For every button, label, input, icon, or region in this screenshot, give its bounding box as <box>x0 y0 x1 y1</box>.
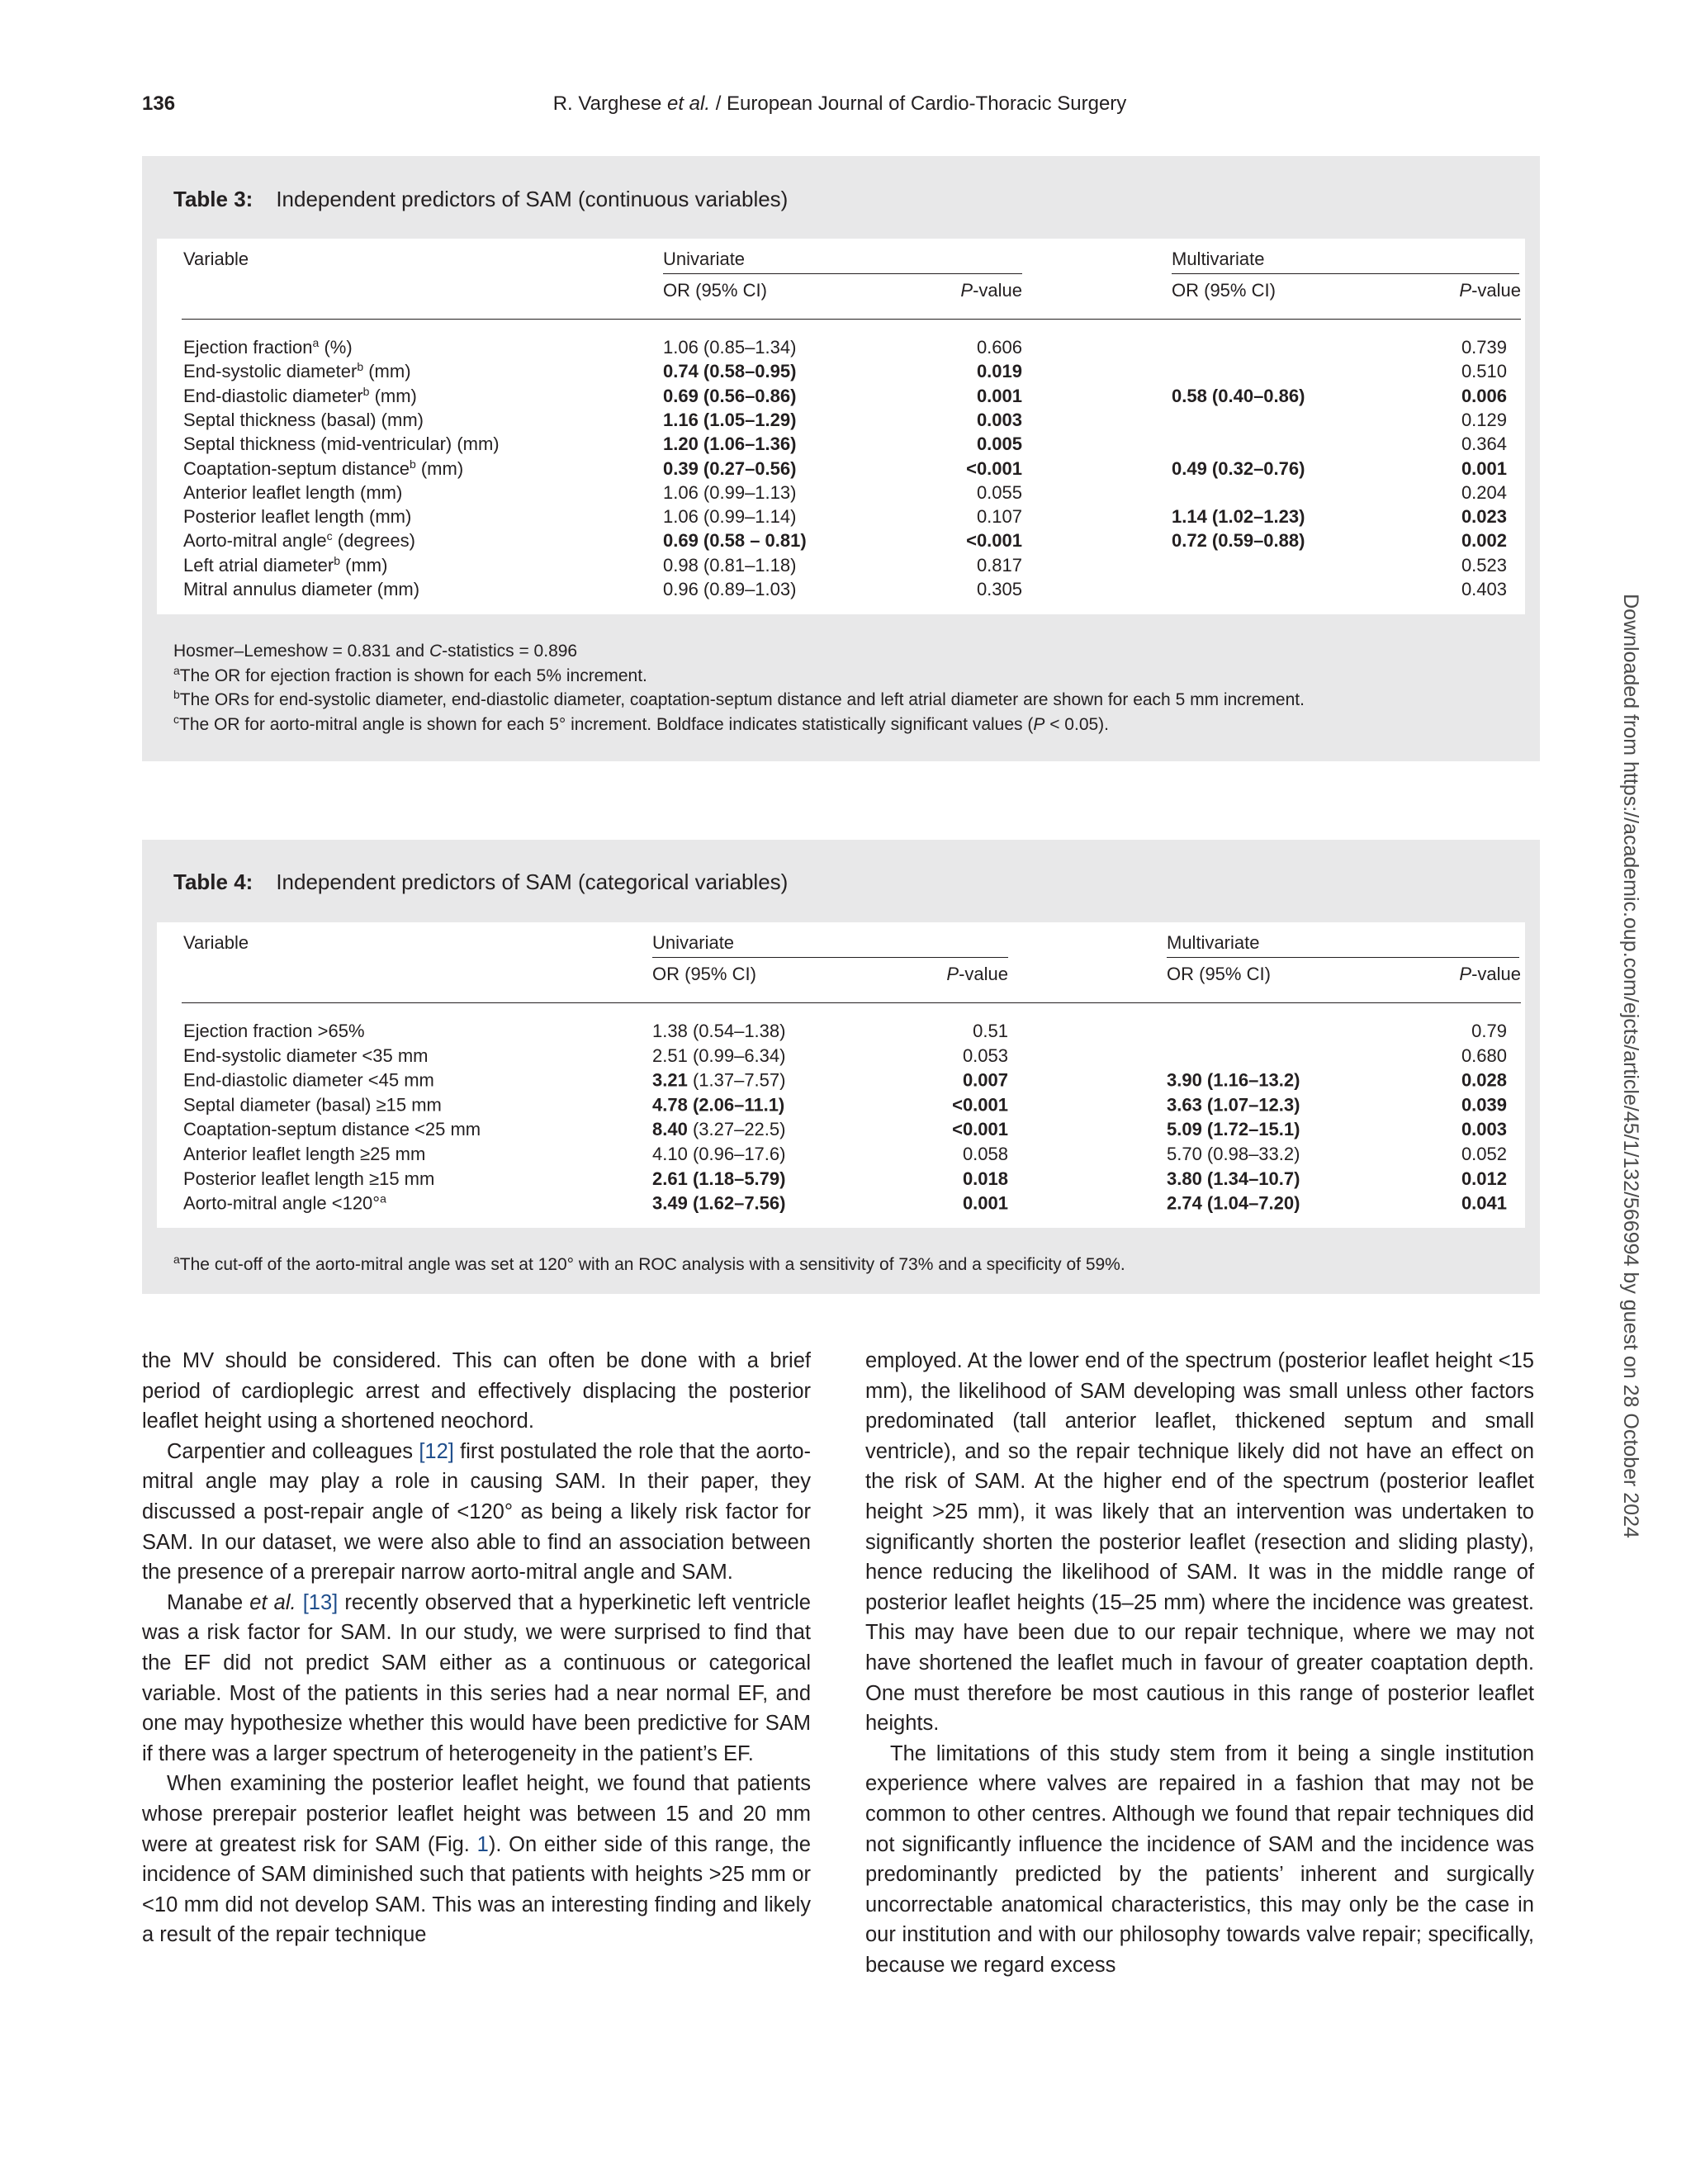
univariate-p: 0.018 <box>962 1168 1008 1189</box>
table-4-header-multivariate: Multivariate <box>1167 932 1260 953</box>
univariate-or: 1.16 (1.05–1.29) <box>663 409 797 430</box>
univariate-or <box>652 1092 784 1117</box>
variable-cell <box>183 1142 425 1167</box>
page-number: 136 <box>142 92 176 115</box>
table-row <box>157 528 1525 553</box>
table-4-header-multi-or: OR (95% CI) <box>1167 964 1271 984</box>
running-head <box>142 92 1537 126</box>
table-4-multivariate-rule <box>1167 957 1519 958</box>
variable-name: Anterior leaflet length ≥25 mm <box>183 1144 426 1164</box>
body-column-left <box>142 1346 811 1950</box>
table-3-header-uni-or: OR (95% CI) <box>663 280 767 301</box>
journal-name: / European Journal of Cardio-Thoracic Surgery <box>710 92 1127 115</box>
univariate-or-ci: (0.96–17.6) <box>687 1144 786 1164</box>
variable-name: Mitral annulus diameter (mm) <box>183 579 420 599</box>
table-3-header-univariate: Univariate <box>663 249 746 269</box>
table-3-multivariate-rule <box>1172 273 1519 274</box>
table-3-note-statistics: Hosmer–Lemeshow = 0.831 and C-statistics = 0.896 <box>173 642 578 661</box>
univariate-p: 0.053 <box>962 1045 1008 1066</box>
variable-cell <box>183 1068 434 1093</box>
table-4-label: Table 4: <box>173 869 253 894</box>
variable-name: Posterior leaflet length ≥15 mm <box>183 1168 435 1189</box>
table-4-footnotes <box>173 1253 1125 1277</box>
univariate-or <box>652 1117 785 1142</box>
univariate-or <box>652 1142 785 1167</box>
variable-name: Anterior leaflet length (mm) <box>183 481 403 503</box>
univariate-or: 0.69 (0.58 – 0.81) <box>663 530 807 552</box>
univariate-p: 0.817 <box>976 554 1022 576</box>
table-row <box>157 481 1525 505</box>
multivariate-or: 1.14 (1.02–1.23) <box>1172 506 1305 528</box>
univariate-or: 1.06 (0.99–1.13) <box>663 481 797 503</box>
multivariate-p: 0.79 <box>1471 1021 1507 1041</box>
table-row <box>157 335 1525 360</box>
multivariate-or: 0.58 (0.40–0.86) <box>1172 385 1305 406</box>
table-4-header-univariate: Univariate <box>652 932 735 953</box>
univariate-or: 1.20 (1.06–1.36) <box>663 433 797 455</box>
journal-citation <box>142 92 1537 116</box>
multivariate-or: 0.72 (0.59–0.88) <box>1172 530 1305 552</box>
univariate-p: 0.606 <box>976 337 1022 358</box>
table-3-caption <box>173 187 788 212</box>
figure-link[interactable]: 1 <box>476 1832 489 1856</box>
variable-cell <box>183 1092 442 1117</box>
table-3-note-b: $^b$The ORs for end-systolic diameter, end-diastolic diameter, coaptation-septum distance and left atrial diameter are shown for each 5 mm increment. <box>173 688 1305 709</box>
univariate-p: <0.001 <box>966 457 1022 479</box>
multivariate-p: 0.739 <box>1461 337 1507 358</box>
table-4-note-a: $^a$The cut-off of the aorto-mitral angle was set at 120° with an ROC analysis with a sensitivity of 73% and a specificity of 59%. <box>173 1253 1125 1274</box>
univariate-or-value: 3.21 <box>652 1069 688 1091</box>
multivariate-p: 0.028 <box>1461 1069 1507 1091</box>
table-row <box>157 553 1525 578</box>
univariate-or-ci: (3.27–22.5) <box>687 1119 786 1140</box>
multivariate-or: 0.49 (0.32–0.76) <box>1172 457 1305 479</box>
table-3-univariate-rule <box>663 273 1022 274</box>
variable-cell <box>183 457 463 481</box>
multivariate-p: 0.403 <box>1461 579 1507 599</box>
univariate-p: 0.055 <box>976 481 1022 503</box>
footnote-marker: c <box>326 529 333 543</box>
multivariate-p: 0.523 <box>1461 554 1507 576</box>
variable-cell <box>183 384 417 409</box>
univariate-or-value: 2.51 <box>652 1045 688 1066</box>
table-row <box>157 1191 1525 1216</box>
multivariate-p: 0.001 <box>1461 457 1507 479</box>
univariate-or <box>652 1044 785 1068</box>
variable-cell <box>183 553 387 578</box>
paragraph: Carpentier and colleagues [12] first postulated the role that the aorto-mitral angle may play a role in causing SAM. In their paper, they discussed a post-repair angle of <120° as being a likely risk factor for SAM. In our dataset, we were also able to find an association between the presence of a prerepair narrow aorto-mitral angle and SAM. <box>142 1439 811 1585</box>
body-column-right <box>865 1346 1534 1980</box>
multivariate-p: 0.052 <box>1461 1144 1507 1164</box>
univariate-p: 0.51 <box>973 1021 1008 1041</box>
univariate-p: <0.001 <box>952 1119 1008 1140</box>
footnote-marker: a <box>312 336 320 349</box>
univariate-or <box>652 1167 785 1191</box>
variable-cell <box>183 1167 434 1191</box>
table-row <box>157 1117 1525 1142</box>
table-4 <box>142 840 1540 1294</box>
table-4-body <box>157 922 1525 1228</box>
table-3-header-multi-or: OR (95% CI) <box>1172 280 1276 301</box>
multivariate-or: 3.63 (1.07–12.3) <box>1167 1094 1300 1116</box>
multivariate-p: 0.129 <box>1461 409 1507 430</box>
variable-cell <box>183 408 424 433</box>
table-row <box>157 1092 1525 1117</box>
univariate-p: <0.001 <box>952 1094 1008 1116</box>
table-4-header-multi-p: P-value <box>1459 964 1521 984</box>
variable-cell <box>183 359 411 384</box>
table-3-header-multivariate: Multivariate <box>1172 249 1265 269</box>
univariate-p: <0.001 <box>966 530 1022 552</box>
variable-name: End-systolic diameter <35 mm <box>183 1045 429 1066</box>
table-4-header-rule <box>182 1002 1521 1003</box>
variable-cell <box>183 1019 365 1044</box>
univariate-or <box>652 1191 785 1216</box>
paragraph: the MV should be considered. This can often be done with a brief period of cardioplegic arrest and effectively displacing the posterior leaflet height using a shortened neochord. <box>142 1349 811 1433</box>
univariate-or-ci: (1.18–5.79) <box>687 1168 786 1189</box>
variable-unit: (mm) <box>369 385 417 406</box>
table-4-univariate-rule <box>652 957 1008 958</box>
table-row <box>157 1068 1525 1093</box>
variable-cell <box>183 505 411 529</box>
univariate-or-value: 3.49 <box>652 1192 688 1214</box>
univariate-p: 0.305 <box>976 579 1022 599</box>
table-3-note-a: $^a$The OR for ejection fraction is shown for each 5% increment. <box>173 663 647 685</box>
multivariate-p: 0.680 <box>1461 1045 1507 1066</box>
table-row <box>157 577 1525 602</box>
multivariate-or: 3.90 (1.16–13.2) <box>1167 1069 1300 1091</box>
univariate-or-value: 4.78 <box>652 1094 688 1116</box>
variable-name: Aorto-mitral angle <box>183 530 327 552</box>
table-3-header-multi-p: P-value <box>1459 280 1521 301</box>
variable-cell <box>183 577 419 602</box>
univariate-p: 0.058 <box>962 1144 1008 1164</box>
table-row <box>157 457 1525 481</box>
table-3-header-variable: Variable <box>183 249 249 269</box>
table-3-header-uni-p: P-value <box>960 280 1022 301</box>
journal-et-al: et al. <box>667 92 711 115</box>
multivariate-p: 0.012 <box>1461 1168 1507 1189</box>
variable-unit: (mm) <box>340 554 388 576</box>
table-3 <box>142 156 1540 761</box>
variable-name: Coaptation-septum distance <box>183 457 410 479</box>
footnote-marker: b <box>357 360 364 374</box>
univariate-or-ci: (0.99–6.34) <box>687 1045 786 1066</box>
table-3-note-c: $^c$The OR for aorto-mitral angle is shown for each 5° increment. Boldface indicates statistically significant values (P < 0.05). <box>173 712 1110 734</box>
table-row <box>157 505 1525 529</box>
variable-unit: (degrees) <box>332 530 415 552</box>
univariate-or <box>652 1019 785 1044</box>
footnote-marker: a <box>380 1191 386 1206</box>
variable-name: Septal thickness (basal) (mm) <box>183 409 424 430</box>
multivariate-or: 3.80 (1.34–10.7) <box>1167 1168 1300 1189</box>
table-4-title: Independent predictors of SAM (categorical variables) <box>276 869 789 894</box>
reference-link[interactable]: [13] <box>302 1590 339 1614</box>
paragraph: When examining the posterior leaflet height, we found that patients whose prerepair posterior leaflet height was between 15 and 20 mm were at greatest risk for SAM (Fig. 1). On either side of this range, the incidence of SAM diminished such that patients with heights >25 mm or <10 mm did not develop SAM. This was an interesting finding and likely a result of the repair technique <box>142 1772 811 1947</box>
univariate-or-value: 1.38 <box>652 1021 688 1041</box>
footnote-marker: b <box>334 553 340 567</box>
table-row <box>157 432 1525 457</box>
univariate-or: 0.96 (0.89–1.03) <box>663 579 797 599</box>
univariate-or-ci: (0.54–1.38) <box>687 1021 786 1041</box>
variable-cell <box>183 1191 386 1216</box>
multivariate-p: 0.510 <box>1461 361 1507 382</box>
univariate-p: 0.001 <box>962 1192 1008 1214</box>
multivariate-p: 0.002 <box>1461 530 1507 552</box>
multivariate-p: 0.039 <box>1461 1094 1507 1116</box>
table-3-title: Independent predictors of SAM (continuous variables) <box>276 187 789 211</box>
multivariate-or: 5.70 (0.98–33.2) <box>1167 1144 1300 1164</box>
multivariate-or: 2.74 (1.04–7.20) <box>1167 1192 1300 1214</box>
univariate-p: 0.001 <box>976 385 1022 406</box>
variable-cell <box>183 1117 481 1142</box>
multivariate-p: 0.006 <box>1461 385 1507 406</box>
univariate-or <box>652 1068 785 1093</box>
table-row <box>157 408 1525 433</box>
univariate-or: 0.74 (0.58–0.95) <box>663 361 797 382</box>
footnote-marker: b <box>362 384 370 398</box>
univariate-or: 0.69 (0.56–0.86) <box>663 385 797 406</box>
table-4-header-uni-p: P-value <box>946 964 1008 984</box>
univariate-p: 0.003 <box>976 409 1022 430</box>
univariate-or-value: 8.40 <box>652 1119 688 1140</box>
reference-link[interactable]: [12] <box>419 1439 454 1463</box>
variable-unit: (mm) <box>415 457 464 479</box>
table-row <box>157 359 1525 384</box>
download-note: Downloaded from https://academic.oup.com/ejcts/article/45/1/132/566994 by guest on 28 October 2024 <box>1619 594 1642 1538</box>
univariate-or: 0.39 (0.27–0.56) <box>663 457 797 479</box>
table-row <box>157 1019 1525 1044</box>
univariate-p: 0.107 <box>976 506 1022 528</box>
multivariate-or: 5.09 (1.72–15.1) <box>1167 1119 1300 1140</box>
variable-name: Aorto-mitral angle <120° <box>183 1192 381 1214</box>
variable-name: End-systolic diameter <box>183 361 358 382</box>
variable-cell <box>183 528 415 553</box>
variable-name: End-diastolic diameter <box>183 385 363 406</box>
univariate-or-ci: (2.06–11.1) <box>687 1094 785 1116</box>
table-3-label: Table 3: <box>173 187 253 211</box>
variable-name: Coaptation-septum distance <25 mm <box>183 1119 481 1140</box>
table-row <box>157 1167 1525 1191</box>
table-3-header-rule <box>182 319 1521 320</box>
univariate-or: 1.06 (0.99–1.14) <box>663 506 797 528</box>
univariate-or: 1.06 (0.85–1.34) <box>663 337 797 358</box>
multivariate-p: 0.204 <box>1461 481 1507 503</box>
variable-name: Left atrial diameter <box>183 554 334 576</box>
univariate-or-value: 2.61 <box>652 1168 688 1189</box>
paragraph: The limitations of this study stem from it being a single institution experience where valves are repaired in a fashion that may not be common to other centres. Although we found that repair techniques did not significantly influence the incidence of SAM and the incidence was predominantly predicted by the patients’ inherent and surgically uncorrectable anatomical characteristics, this may only be the case in our institution and with our philosophy towards valve repair; specifically, because we regard excess <box>865 1741 1534 1977</box>
variable-name: Ejection fraction <box>183 337 313 358</box>
variable-name: Posterior leaflet length (mm) <box>183 506 412 528</box>
multivariate-p: 0.003 <box>1461 1119 1507 1140</box>
univariate-p: 0.019 <box>976 361 1022 382</box>
paragraph: Manabe et al. [13] recently observed that a hyperkinetic left ventricle was a risk factor for SAM. In our study, we were surprised to find that the EF did not predict SAM either as a continuous or categorical variable. Most of the patients in this series had a near normal EF, and one may hypothesize whether this would have been predictive for SAM if there was a larger spectrum of heterogeneity in the patient’s EF. <box>142 1590 811 1765</box>
table-3-body <box>157 239 1525 614</box>
variable-name: End-diastolic diameter <45 mm <box>183 1069 434 1091</box>
table-4-caption <box>173 869 788 895</box>
variable-cell <box>183 1044 429 1068</box>
table-3-footnotes <box>173 639 1305 737</box>
multivariate-p: 0.023 <box>1461 506 1507 528</box>
univariate-p: 0.007 <box>962 1069 1008 1091</box>
variable-cell <box>183 481 402 505</box>
univariate-or: 0.98 (0.81–1.18) <box>663 554 797 576</box>
variable-unit: (mm) <box>363 361 411 382</box>
paragraph: employed. At the lower end of the spectrum (posterior leaflet height <15 mm), the likelihood of SAM developing was small unless other factors predominated (tall anterior leaflet, thickened septum and small ventricle), and so the repair technique likely did not have an effect on the risk of SAM. At the higher end of the spectrum (posterior leaflet height >25 mm), it was likely that an intervention was undertaken to significantly shorten the posterior leaflet (resection and sliding plasty), hence reducing the likelihood of SAM. It was in the middle range of posterior leaflet heights (15–25 mm) where the incidence was greatest. This may have been due to our repair technique, where we may not have shortened the leaflet much in favour of greater coaptation depth. One must therefore be most cautious in this range of posterior leaflet heights. <box>865 1349 1534 1736</box>
table-row <box>157 1142 1525 1167</box>
univariate-or-ci: (1.37–7.57) <box>687 1069 786 1091</box>
multivariate-p: 0.364 <box>1461 433 1507 455</box>
table-row <box>157 384 1525 409</box>
table-4-header-uni-or: OR (95% CI) <box>652 964 756 984</box>
variable-name: Septal diameter (basal) ≥15 mm <box>183 1094 442 1116</box>
journal-authors: R. Varghese <box>552 92 667 115</box>
table-4-header-variable: Variable <box>183 932 249 953</box>
multivariate-p: 0.041 <box>1461 1192 1507 1214</box>
variable-cell <box>183 335 353 360</box>
variable-cell <box>183 432 500 457</box>
table-row <box>157 1044 1525 1068</box>
univariate-p: 0.005 <box>976 433 1022 455</box>
footnote-marker: b <box>409 457 416 471</box>
variable-name: Ejection fraction >65% <box>183 1021 365 1041</box>
variable-name: Septal thickness (mid-ventricular) (mm) <box>183 433 500 455</box>
univariate-or-value: 4.10 <box>652 1144 688 1164</box>
variable-unit: (%) <box>319 337 353 358</box>
univariate-or-ci: (1.62–7.56) <box>687 1192 786 1214</box>
